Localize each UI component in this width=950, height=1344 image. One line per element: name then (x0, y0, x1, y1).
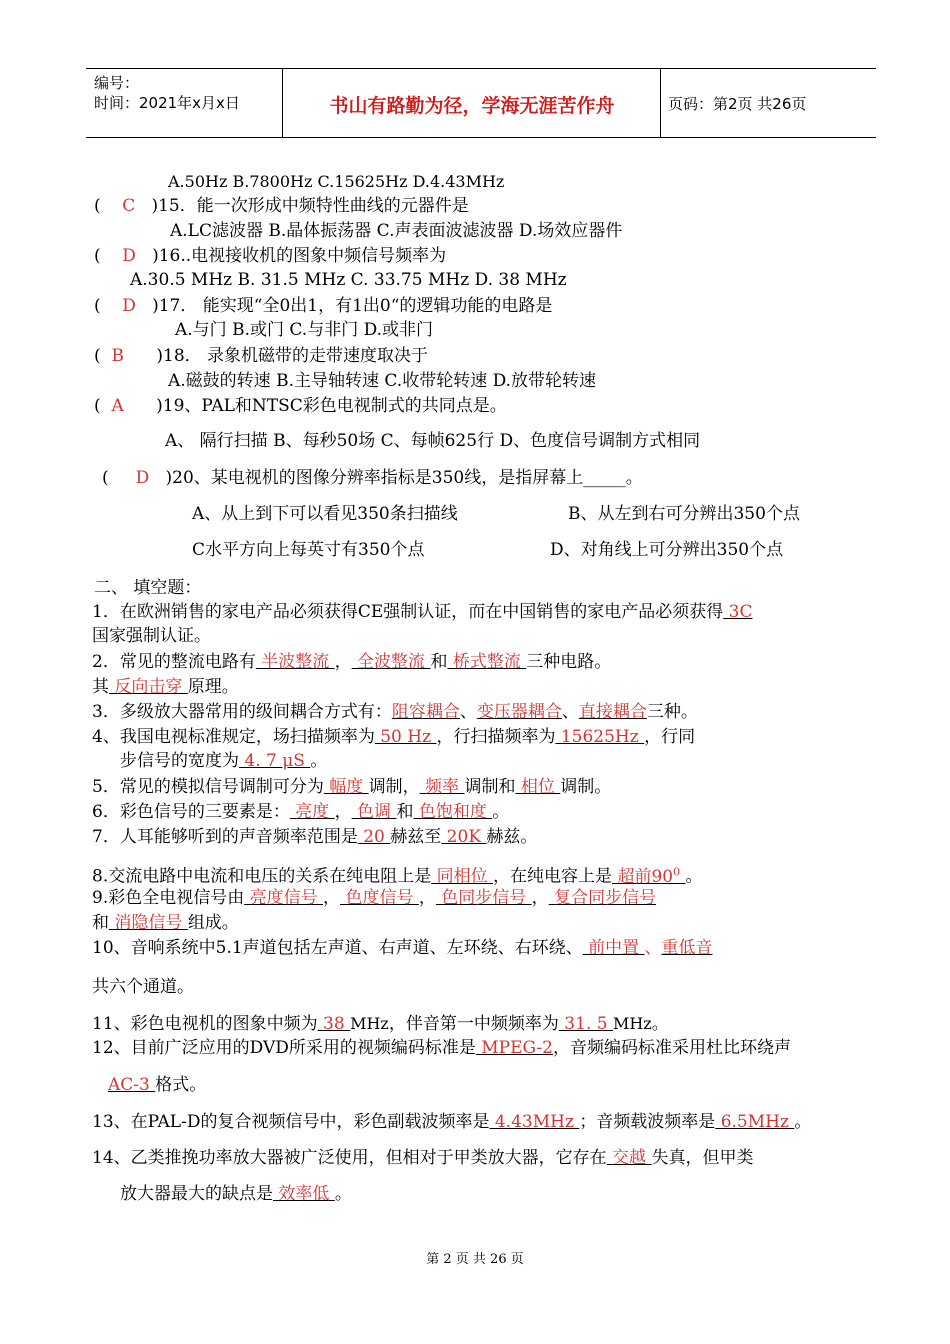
time-label: 时间：2021年x月x日 (94, 94, 240, 112)
q20-option-d: D、对角线上可分辨出350个点 (550, 540, 784, 560)
fill-4-line2: 步信号的宽度为 4. 7 μS 。 (120, 751, 328, 771)
fill-6: 6．彩色信号的三要素是： 亮度 ， 色调 和 色饱和度 。 (92, 802, 510, 822)
fill-12-line2: AC-3 格式。 (108, 1075, 207, 1095)
fill-7: 7．人耳能够听到的声音频率范围是 20 赫兹至 20K 赫兹。 (92, 827, 538, 847)
section-title: 二、 填空题： (94, 578, 202, 598)
q17-options: A.与门 B.或门 C.与非门 D.或非门 (175, 320, 434, 340)
q20-option-a: A、从上到下可以看见350条扫描线 (192, 504, 458, 524)
q15-options: A.LC滤波器 B.晶体振荡器 C.声表面波滤波器 D.场效应器件 (170, 221, 623, 241)
fill-1: 1．在欧洲销售的家电产品必须获得CE强制认证，而在中国销售的家电产品必须获得 3C (92, 602, 753, 622)
answer: D (122, 246, 136, 266)
header-divider (282, 69, 283, 137)
fill-11: 11、彩色电视机的图象中频为 38 MHz，伴音第一中频频率为 31. 5 MHz。 (92, 1014, 669, 1034)
fill-8: 8.交流电路中电流和电压的关系在纯电阻上是 同相位 ，在纯电容上是 超前$90^0$ 。 (92, 865, 703, 887)
number-label: 编号： (94, 74, 140, 92)
answer: D (135, 468, 150, 488)
fill-12: 12、目前广泛应用的DVD所采用的视频编码标准是 MPEG-2，音频编码标准采用杜比环绕声 (92, 1038, 791, 1058)
header-page-info: 页码：第2页 共26页 (668, 95, 807, 113)
fill-2-line2: 其 反向击穿 原理。 (92, 677, 239, 697)
q20-option-b: B、从左到右可分辨出350个点 (568, 504, 800, 524)
fill-5: 5．常见的模拟信号调制可分为 幅度 调制， 频率 调制和 相位 调制。 (92, 777, 612, 797)
fill-4: 4、我国电视标准规定，场扫描频率为 50 Hz ，行扫描频率为 15625Hz ，行同 (92, 727, 696, 747)
q18-options: A.磁鼓的转速 B.主导轴转速 C.收带轮转速 D.放带轮转速 (168, 371, 597, 391)
answer: B (111, 346, 124, 366)
header-info (94, 73, 240, 113)
fill-14-line2: 放大器最大的缺点是 效率低 。 (120, 1184, 352, 1204)
q20: ( D )20、某电视机的图像分辨率指标是350线，是指屏幕上_____。 (102, 468, 643, 488)
fill-10-line2: 共六个通道。 (92, 977, 194, 997)
q19: ( A )19、PAL和NTSC彩色电视制式的共同点是。 (94, 396, 507, 416)
header-motto: 书山有路勤为径，学海无涯苦作舟 (329, 95, 615, 117)
q15: ( C )15．能一次形成中频特性曲线的元器件是 (94, 196, 469, 216)
q20-option-c: C水平方向上每英寸有350个点 (192, 540, 425, 560)
fill-14: 14、乙类推挽功率放大器被广泛使用，但相对于甲类放大器，它存在 交越 失真，但甲类 (92, 1148, 754, 1168)
fill-10: 10、音响系统中5.1声道包括左声道、右声道、左环绕、右环绕、 前中置 、重低音 (92, 938, 713, 958)
answer: C (122, 196, 136, 216)
fill-13: 13、在PAL-D的复合视频信号中，彩色副载波频率是 4.43MHz ；音频载波频率是 6.5MHz 。 (92, 1112, 812, 1132)
fill-1-line2: 国家强制认证。 (92, 626, 211, 646)
header-divider (660, 69, 661, 137)
page-footer: 第 2 页 共 26 页 (426, 1252, 524, 1267)
page-header (86, 68, 876, 138)
answer: A (111, 396, 124, 416)
q14-options: A.50Hz B.7800Hz C.15625Hz D.4.43MHz (168, 172, 505, 191)
q16-options: A.30.5 MHz B. 31.5 MHz C. 33.75 MHz D. 38 MHz (130, 270, 567, 290)
q16: ( D )16..电视接收机的图象中频信号频率为 (94, 246, 447, 266)
fill-2: 2．常见的整流电路有 半波整流 ， 全波整流 和 桥式整流 三种电路。 (92, 652, 612, 672)
fill-9-line2: 和 消隐信号 组成。 (92, 913, 239, 933)
q18: ( B )18． 录象机磁带的走带速度取决于 (94, 346, 429, 366)
fill-3: 3．多级放大器常用的级间耦合方式有：阻容耦合、变压器耦合、直接耦合三种。 (92, 702, 698, 722)
q17: ( D )17． 能实现“全0出1，有1出0“的逻辑功能的电路是 (94, 296, 553, 316)
fill-9: 9.彩色全电视信号由 亮度信号 ， 色度信号 ， 色同步信号 ， 复合同步信号 (92, 888, 657, 908)
q19-options: A、 隔行扫描 B、每秒50场 C、每帧625行 D、色度信号调制方式相同 (165, 431, 701, 451)
answer: D (122, 296, 136, 316)
